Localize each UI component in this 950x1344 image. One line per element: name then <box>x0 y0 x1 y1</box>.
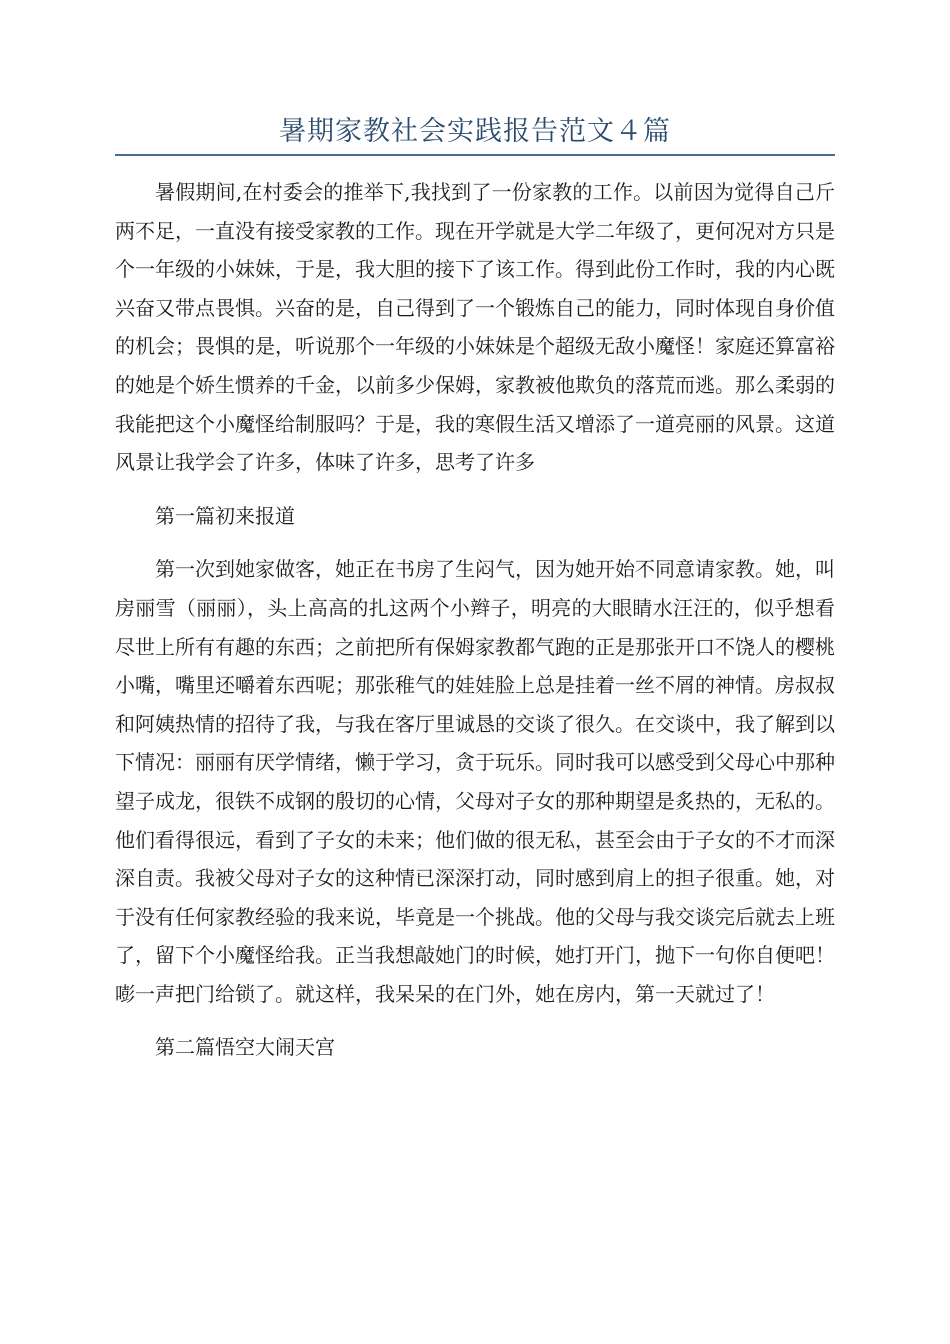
section-heading-1: 第一篇初来报道 <box>155 503 295 528</box>
document-title: 暑期家教社会实践报告范文４篇 <box>279 116 671 147</box>
section-heading-2: 第二篇悟空大闹天宫 <box>155 1035 335 1060</box>
document-body <box>115 173 835 1067</box>
title-underline <box>115 154 835 156</box>
paragraph-spacer <box>115 482 835 497</box>
paragraph-spacer <box>115 535 835 550</box>
intro-paragraph: 暑假期间,在村委会的推举下,我找到了一份家教的工作。以前因为觉得自己斤两不足，一直没有接受家教的工作。现在开学就是大学二年级了，更何况对方只是个一年级的小妹妹，于是，我大胆的接下了该工作。得到此份工作时，我的内心既兴奋又带点畏惧。兴奋的是，自己得到了一个锻炼自己的能力，同时体现自身价值的机会；畏惧的是，听说那个一年级的小妹妹是个超级无敌小魔怪！家庭还算富裕的她是个娇生惯养的千金，以前多少保姆，家教被他欺负的落荒而逃。那么柔弱的我能把这个小魔怪给制服吗？于是，我的寒假生活又增添了一道亮丽的风景。这道风景让我学会了许多，体味了许多，思考了许多 <box>115 180 835 475</box>
paragraph-spacer <box>115 1013 835 1028</box>
section-1-paragraph: 第一次到她家做客，她正在书房了生闷气，因为她开始不同意请家教。她，叫房丽雪（丽丽），头上高高的扎这两个小辫子，明亮的大眼睛水汪汪的，似乎想看尽世上所有有趣的东西；之前把所有保姆家教都气跑的正是那张开口不饶人的樱桃小嘴，嘴里还嚼着东西呢；那张稚气的娃娃脸上总是挂着一丝不屑的神情。房叔叔和阿姨热情的招待了我，与我在客厅里诚恳的交谈了很久。在交谈中，我了解到以下情况：丽丽有厌学情绪，懒于学习，贪于玩乐。同时我可以感受到父母心中那种望子成龙，很铁不成钢的殷切的心情，父母对子女的那种期望是炙热的，无私的。他们看得很远，看到了子女的未来；他们做的很无私，甚至会由于子女的不才而深深自责。我被父母对子女的这种情已深深打动，同时感到肩上的担子很重。她，对于没有任何家教经验的我来说，毕竟是一个挑战。他的父母与我交谈完后就去上班了，留下个小魔怪给我。正当我想敲她门的时候，她打开门，抛下一句你自便吧！嘭一声把门给锁了。就这样，我呆呆的在门外，她在房内，第一天就过了！ <box>115 557 835 1006</box>
